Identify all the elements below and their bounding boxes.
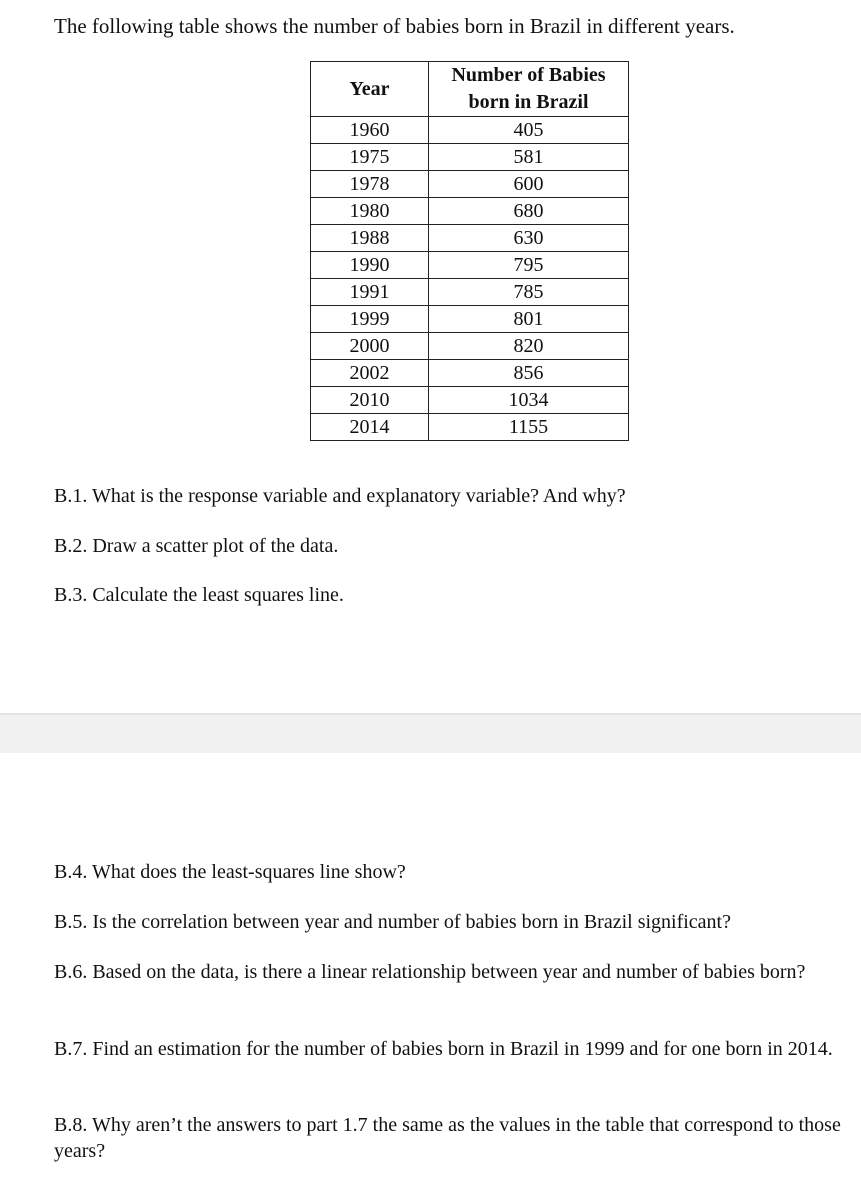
cell-babies: 680 [429,198,629,225]
cell-babies: 856 [429,360,629,387]
table-row [311,279,629,306]
cell-babies: 785 [429,279,629,306]
table-row [311,333,629,360]
question-b3: B.3. Calculate the least squares line. [54,584,344,606]
cell-year: 1991 [311,279,429,306]
cell-babies: 630 [429,225,629,252]
table-row [311,306,629,333]
births-table [310,61,629,441]
cell-year: 1960 [311,117,429,144]
cell-year: 1978 [311,171,429,198]
cell-babies: 405 [429,117,629,144]
cell-year: 2000 [311,333,429,360]
cell-babies: 801 [429,306,629,333]
table-row [311,117,629,144]
table-row [311,360,629,387]
table-row [311,198,629,225]
page-separator [0,713,861,753]
table-row [311,252,629,279]
header-number [429,62,629,117]
table-row [311,387,629,414]
cell-babies: 600 [429,171,629,198]
cell-babies: 1034 [429,387,629,414]
header-number-line2: born in Brazil [468,91,589,113]
question-b5: B.5. Is the correlation between year and number of babies born in Brazil significant? [54,911,731,933]
cell-year: 2010 [311,387,429,414]
cell-year: 1975 [311,144,429,171]
intro-text: The following table shows the number of babies born in Brazil in different years. [54,14,735,38]
cell-babies: 581 [429,144,629,171]
cell-year: 2014 [311,414,429,441]
table-row [311,144,629,171]
cell-year: 2002 [311,360,429,387]
cell-year: 1988 [311,225,429,252]
table-header-row [311,62,629,117]
cell-year: 1990 [311,252,429,279]
question-b4: B.4. What does the least-squares line show? [54,861,406,883]
page-bottom [0,753,861,1180]
table-row [311,225,629,252]
table-row [311,171,629,198]
cell-babies: 1155 [429,414,629,441]
question-b1: B.1. What is the response variable and explanatory variable? And why? [54,485,626,507]
question-b8: B.8. Why aren’t the answers to part 1.7 the same as the values in the table that correspond to those years? [54,1114,841,1162]
cell-year: 1980 [311,198,429,225]
question-b2: B.2. Draw a scatter plot of the data. [54,535,339,557]
cell-babies: 820 [429,333,629,360]
cell-year: 1999 [311,306,429,333]
header-year: Year [311,62,429,117]
question-b7: B.7. Find an estimation for the number of babies born in Brazil in 1999 and for one born in 2014. [54,1038,833,1060]
cell-babies: 795 [429,252,629,279]
table-row [311,414,629,441]
header-number-line1: Number of Babies [451,64,606,86]
question-b6: B.6. Based on the data, is there a linear relationship between year and number of babies born? [54,961,806,983]
